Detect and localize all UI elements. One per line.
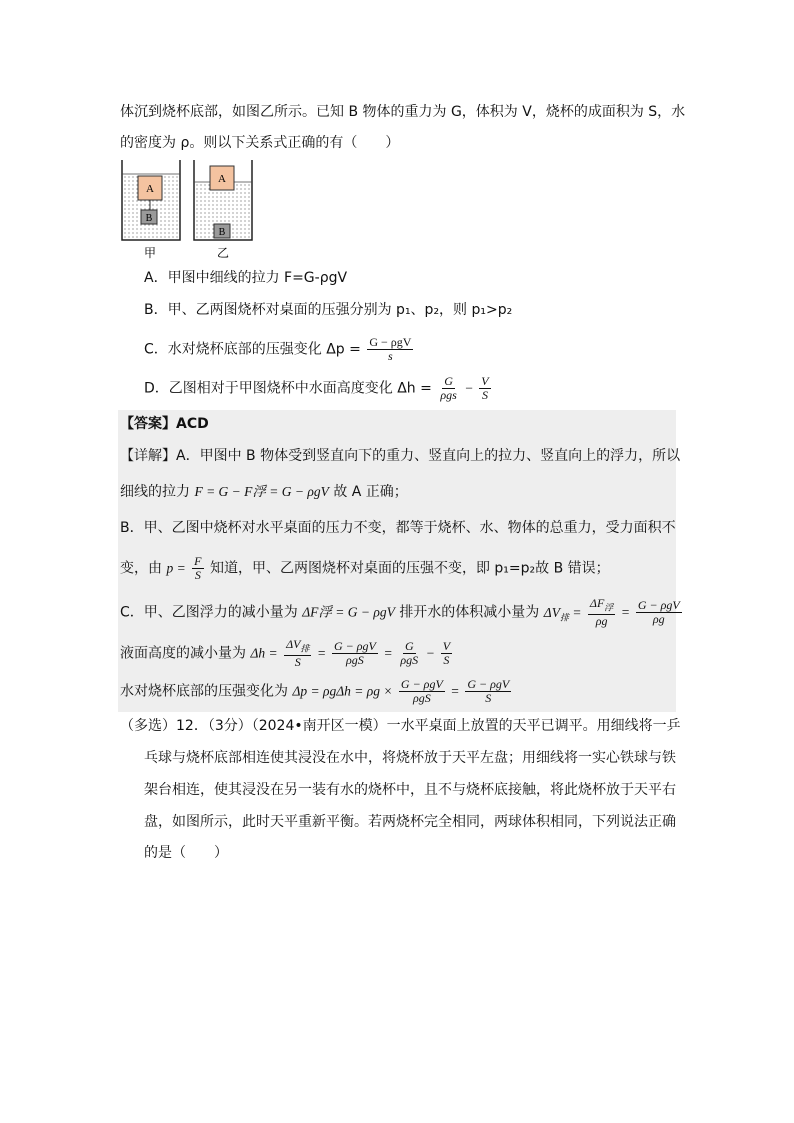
detail-line-1: 【详解】A．甲图中 B 物体受到竖直向下的重力、竖直向上的拉力、竖直向上的浮力，所以 <box>120 448 681 464</box>
question-12-line-1: （多选）12．（3分）（2024•南开区一模）一水平桌面上放置的天平已调平。用细线将一乒 <box>120 718 681 734</box>
option-c <box>144 336 415 363</box>
detail-line-3: B．甲、乙图中烧杯对水平桌面的压力不变，都等于烧杯、水、物体的总重力，受力面积不 <box>120 520 676 536</box>
label-jia: 甲 <box>143 246 157 260</box>
answer-label: 【答案】ACD <box>120 416 209 432</box>
detail-line-4-post: 知道，甲、乙两图烧杯对桌面的压强不变，即 p₁=p₂故 B 错误； <box>209 560 610 577</box>
option-a: A．甲图中细线的拉力 F=G-ρgV <box>144 270 348 286</box>
beaker-figure <box>120 160 290 265</box>
detail-line-2-math: F = G − F浮 = G − ρgV <box>194 484 329 499</box>
option-d-fraction-1: $\frac{G}{\text{ρgs}}$ <box>440 374 457 402</box>
detail-line-5-post: 排开水的体积减小量为 <box>399 604 540 621</box>
detail-line-5-pre: C．甲、乙图浮力的减小量为 <box>120 604 298 621</box>
option-c-text: C．水对烧杯底部的压强变化 Δp = <box>144 341 361 358</box>
block-a-label-jia: A <box>146 183 154 195</box>
detail-line-7-pre: 水对烧杯底部的压强变化为 <box>120 683 288 700</box>
detail-line-5-math: ΔF浮 = G − ρgV <box>302 604 395 620</box>
option-d: D．乙图相对于甲图烧杯中水面高度变化 Δh = $\frac{G}{\text{ρgs}}$ − $\frac{V}{S}$ <box>144 374 489 402</box>
block-b-label-yi: B <box>218 227 226 238</box>
option-d-text: D．乙图相对于甲图烧杯中水面高度变化 Δh = <box>144 380 432 397</box>
detail-line-2-post: 故 A 正确； <box>333 484 408 500</box>
question-text-line-1: 体沉到烧杯底部，如图乙所示。已知 B 物体的重力为 G，体积为 V，烧杯的成面积为 S，水 <box>120 104 686 120</box>
question-12-line-5: 的是（ ） <box>144 845 228 861</box>
detail-line-5: C．甲、乙图浮力的减小量为 ΔF浮 = G − ρgV 排开水的体积减小量为 $\Delta V_排$ = $\frac{\Delta F_浮}{\rho g}$ = $\frac{\text{G − ρgV}}{\rho g}$ <box>120 596 680 629</box>
block-b-label-jia: B <box>145 213 153 224</box>
detail-line-4: 变，由 p = $\frac{F}{S}$ 知道，甲、乙两图烧杯对桌面的压强不变，即 p₁=p₂故 B 错误； <box>120 554 610 582</box>
question-text-line-2: 的密度为 ρ。则以下关系式正确的有（ ） <box>120 135 400 151</box>
detail-line-6-pre: 液面高度的减小量为 <box>120 645 246 662</box>
option-d-fraction-2: $\frac{V}{S}$ <box>481 374 489 402</box>
option-c-fraction: $\frac{\text{G − ρgV}}{s}$ <box>369 335 412 363</box>
block-a-label-yi: A <box>218 173 226 185</box>
question-12-line-2: 乓球与烧杯底部相连使其浸没在水中，将烧杯放于天平左盘；用细线将一实心铁球与铁 <box>144 750 676 766</box>
detail-line-6: 液面高度的减小量为 Δh = $\frac{\Delta V_排}{S}$ = $\frac{\text{G − ρgV}}{\text{ρgS}}$ = $\frac{G}{\text{ρgS}}$ − $\frac{V}{S}$ <box>120 637 451 670</box>
question-12-line-4: 盘，如图所示，此时天平重新平衡。若两烧杯完全相同，两球体积相同，下列说法正确 <box>144 814 676 830</box>
label-yi: 乙 <box>216 246 230 260</box>
detail-line-2 <box>120 482 408 502</box>
pressure-fraction: $\frac{F}{S}$ <box>194 554 202 582</box>
question-12-line-3: 架台相连，使其浸没在另一装有水的烧杯中，且不与烧杯底接触，将此烧杯放于天平右 <box>144 782 676 798</box>
detail-line-4-pre: 变，由 <box>120 560 162 577</box>
option-b: B．甲、乙两图烧杯对桌面的压强分别为 p₁、p₂，则 p₁>p₂ <box>144 302 513 318</box>
detail-line-7: 水对烧杯底部的压强变化为 Δp = ρgΔh = ρg × $\frac{\text{G − ρgV}}{\text{ρgS}}$ = $\frac{\text{G − ρgV}}{S}$ <box>120 677 510 705</box>
detail-line-2-pre: 细线的拉力 <box>120 484 190 500</box>
